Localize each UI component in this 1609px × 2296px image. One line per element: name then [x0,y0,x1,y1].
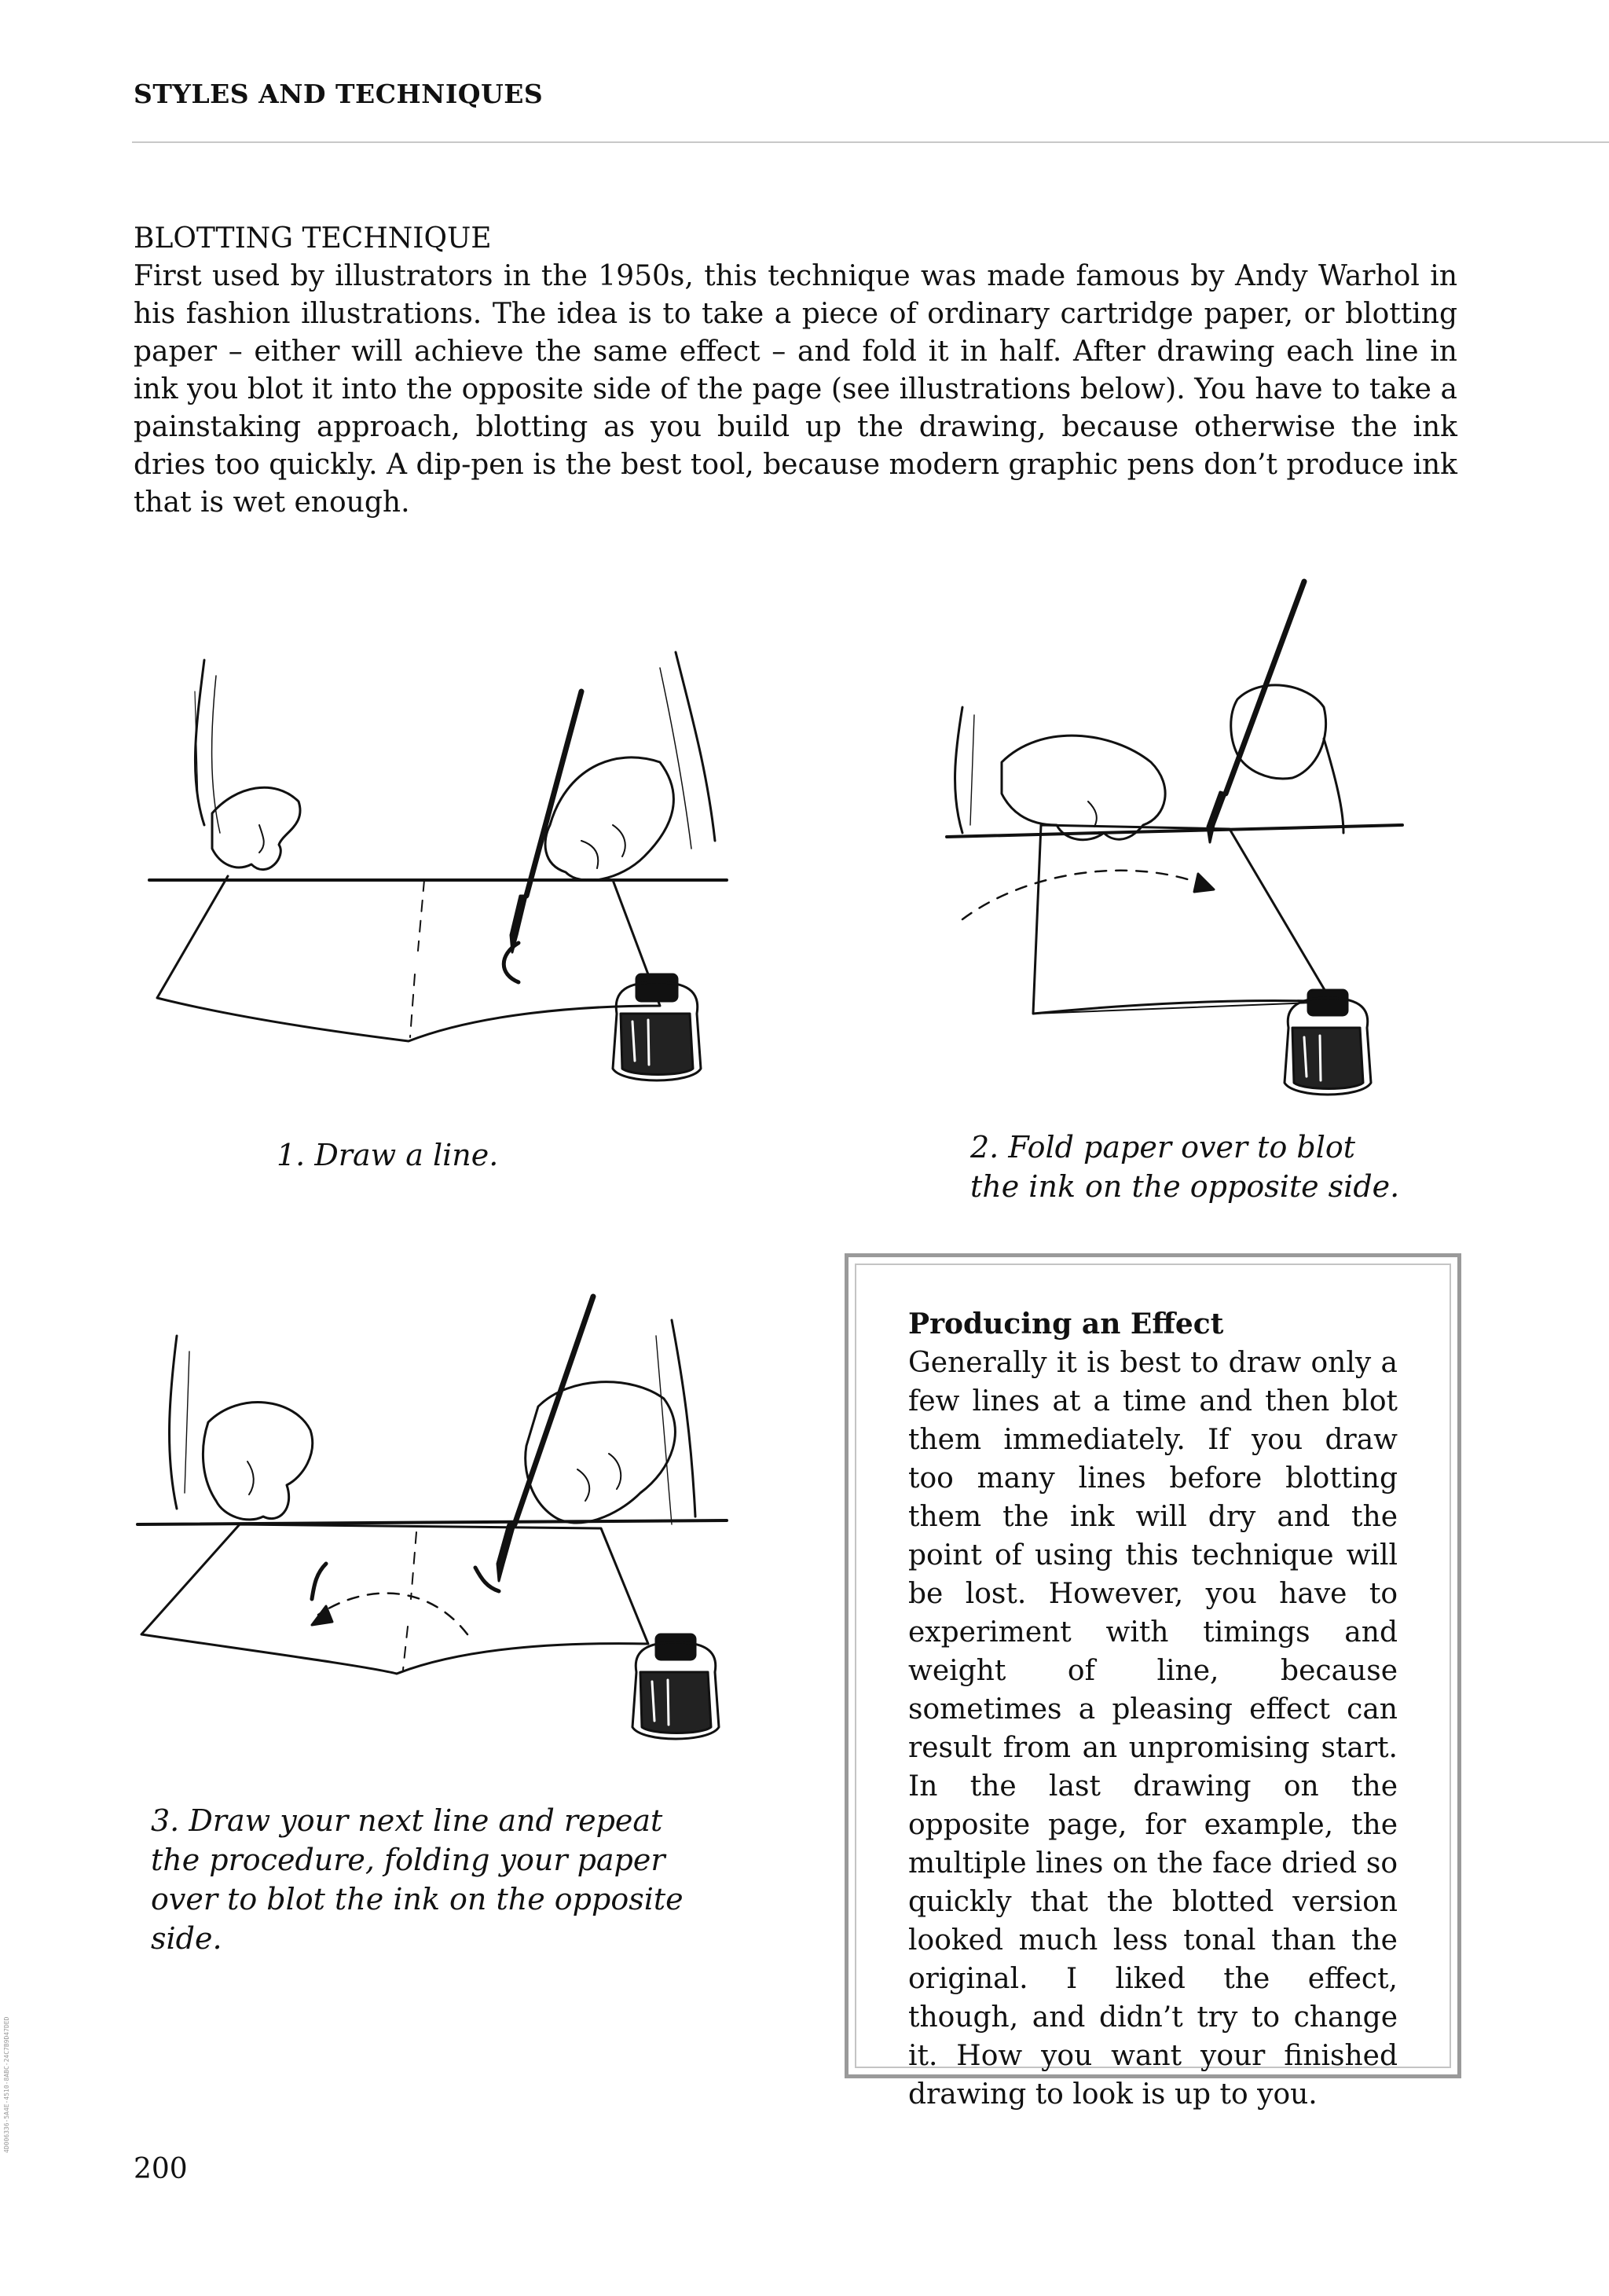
figure-2-caption: 2. Fold paper over to blot the ink on the opposite side. [970,1130,1400,1204]
figure-1-illustration [141,644,739,1100]
hand-left-icon [212,787,300,869]
figure-3-caption: 3. Draw your next line and repeat the procedure, folding your paper over to blot the ink on the opposite side. [151,1803,684,1956]
hand-left-icon [1002,735,1165,840]
blotting-section [134,220,1457,522]
side-code: 4D006336-5A4E-4510-8ABC-24C7B9D47DED [3,2016,10,2153]
sidebar-body: Generally it is best to draw only a few lines at a time and then blot them immediately. If you draw too many lines before blotting them the ink will dry and the point of using this technique will be lost. However, you have to experiment with timings and weight of line, because sometimes a pleasing effect can result from an unpromising start. In the last drawing on the opposite page, for example, the multiple lines on the face dried so quickly that the blotted version looked much less tonal than the original. I liked the effect, though, and didn’t try to change it. How you want your finished drawing to look is up to you. [908,1347,1398,2111]
fold-arrow-icon [312,1594,467,1634]
folded-paper-icon [1033,825,1332,1014]
sidebar-inner-frame [855,1264,1451,2111]
hand-right-icon [526,1382,676,1523]
ink-bottle-icon [632,1634,719,1739]
producing-effect-sidebar [845,1253,1461,2111]
dip-pen-icon [497,1297,593,1581]
folded-paper-icon [157,876,660,1041]
sleeve-right-icon [660,652,715,849]
table-edge-icon [137,1520,727,1524]
sidebar-title: Producing an Effect [908,1308,1224,1341]
header-rule [132,141,1609,143]
hand-left-icon [203,1403,312,1520]
sleeve-right-icon [1324,739,1343,833]
ink-bottle-icon [1285,990,1371,1095]
sleeve-left-icon [955,707,974,833]
section-heading: BLOTTING TECHNIQUE [134,222,492,255]
hand-right-icon [1231,685,1326,779]
running-head: STYLES AND TECHNIQUES [134,79,544,109]
folded-paper-icon [141,1524,648,1674]
hand-right-icon [545,757,673,880]
figure-2-illustration [931,574,1418,1108]
sleeve-left-icon [195,660,220,833]
sleeve-left-icon [170,1336,189,1509]
fold-arrow-icon [962,871,1214,919]
dip-pen-icon [1208,581,1304,842]
page-number: 200 [134,2153,188,2185]
figure-3-illustration [130,1289,742,1776]
figure-1-caption: 1. Draw a line. [277,1138,499,1172]
ink-bottle-icon [613,974,701,1080]
dip-pen-icon [511,691,581,952]
section-body: First used by illustrators in the 1950s, this technique was made famous by Andy Warhol in his fashion illustrations. The idea is to take a piece of ordinary cartridge paper, or blotting paper – either will achieve the same effect – and fold it in half. After drawing each line in ink you blot it into the opposite side of the page (see illustrations below). You have to take a painstaking approach, blotting as you build up the drawing, because otherwise the ink dries too quickly. A dip-pen is the best tool, because modern graphic pens don’t produce ink that is wet enough. [134,260,1457,519]
